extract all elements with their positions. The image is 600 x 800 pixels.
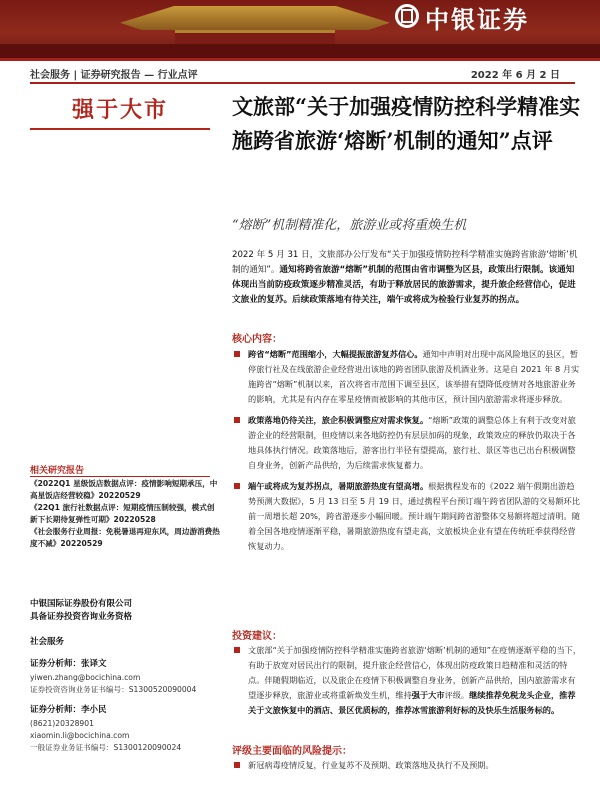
palace-roof-graphic bbox=[120, 6, 390, 30]
related-reports-list bbox=[30, 478, 220, 550]
analyst-email[interactable]: yiwen.zhang@bocichina.com bbox=[30, 673, 141, 682]
header-banner bbox=[0, 0, 600, 58]
item-text: “熔断”政策的调整总体上有利于改变对旅游企业的经营限制，但疫情以来各地防控仍有层层加码的现象，政策效应的释放仍取决于各地具体执行情况。政策落地后，游客出行半径有望提高，旅行社、景区等也已出台积极调整自身业务，创新产品供给，为后续需求恢复蓄力。 bbox=[248, 415, 576, 470]
sidebar-divider bbox=[30, 476, 210, 477]
invest-rating: 强于大市 bbox=[411, 690, 445, 700]
analyst-role: 证券分析师： bbox=[30, 659, 82, 669]
related-report-link[interactable]: 《2022Q1 星级饭店数据点评：疫情影响短期承压，中高星饭店经营较稳》20220529 bbox=[30, 479, 218, 500]
analyst-role: 证券分析师： bbox=[30, 705, 82, 715]
subheader-divider bbox=[30, 82, 575, 84]
boc-logo-icon bbox=[395, 4, 419, 28]
invest-text: 文旅部“关于加强疫情防控科学精准实施跨省旅游‘熔断’机制的通知”在疫情逐渐平稳的当下，有助于放宽对居民出行的限制，提升旅企经营信心，体现出防疫政策日趋精准和灵活的特点。伴随假期临近，以及旅企在疫情下积极调整自身业务，创新产品供给，国内旅游需求有望逐步释放，旅游业或将重新焕发生机，维持 bbox=[248, 645, 582, 700]
risk-heading: 评级主要面临的风险提示： bbox=[232, 746, 352, 757]
item-lead: 跨省“熔断”范围缩小，大幅提振旅游复苏信心。 bbox=[248, 349, 423, 359]
list-item bbox=[232, 643, 582, 718]
risk-list bbox=[232, 758, 582, 779]
analyst-email[interactable]: xiaomin.li@bocichina.com bbox=[30, 731, 130, 740]
page-title: 文旅部“关于加强疫情防控科学精准实施跨省旅游‘熔断’机制的通知”点评 bbox=[232, 94, 581, 153]
header-divider bbox=[0, 58, 600, 61]
page-subtitle: “熔断”机制精准化，旅游业或将重焕生机 bbox=[232, 218, 467, 233]
analyst-1 bbox=[30, 658, 107, 671]
risk-text: 新冠病毒疫情反复，行业复苏不及预期、政策落地及执行不及预期。 bbox=[248, 760, 494, 770]
list-item bbox=[232, 347, 582, 407]
license-text: 具备证券投资咨询业务资格 bbox=[30, 612, 133, 622]
analyst-name: 李小民 bbox=[81, 705, 107, 715]
item-lead: 端午或将成为复苏拐点，暑期旅游热度有望高增。 bbox=[248, 481, 429, 491]
analyst-phone: (8621)20328901 bbox=[30, 719, 94, 728]
core-list bbox=[232, 347, 582, 560]
invest-heading: 投资建议： bbox=[232, 631, 282, 642]
analyst-name: 张译文 bbox=[81, 659, 107, 669]
abstract-bold: 通知将跨省旅游“熔断”机制的范围由省市调整为区县，政策出行限制。该通知体现出当前防疫政策逐步精准灵活，有助于释放居民的旅游需求，提升旅企经营信心，促进文旅业的复苏。后续政策落地有待关注，端午或将成为检验行业复苏的拐点。 bbox=[232, 265, 576, 305]
list-item bbox=[232, 758, 582, 773]
report-date: 2022 年 6 月 2 日 bbox=[470, 70, 560, 81]
list-item bbox=[232, 413, 582, 473]
core-heading: 核心内容： bbox=[232, 334, 282, 345]
brand-name: 中银证券 bbox=[425, 6, 529, 34]
rating-badge: 强于大市 bbox=[30, 92, 210, 130]
analyst-cert: 一般证券业务证书编号：S1300120090024 bbox=[30, 743, 182, 752]
palace-wall-graphic bbox=[0, 44, 600, 58]
item-text: 通知中声明对出现中高风险地区的县区，暂停旅行社及在线旅游企业经营进出该地的跨省团队旅游及机酒业务。这是自 2021 年 8 月实施跨省“熔断”机制以来，首次将省市范围下调至县区，该举措有望降低疫情对各地旅游业务的影响，尤其是有内存在零星疫情而被影响的其他市区，预计国内旅游需求将逐步释放。 bbox=[248, 349, 580, 404]
analyst-2 bbox=[30, 704, 107, 717]
abstract-text: 2022 年 5 月 31 日，文旅部办公厅发布“关于加强疫情防控科学精准实施跨省旅游‘熔断’机制的通知”。 bbox=[232, 250, 578, 275]
invest-text2: 评级。 bbox=[444, 690, 470, 700]
item-text: 根据携程发布的《2022 端午假期出游趋势预测大数据》，5 月 13 日至 5 月 19 日，通过携程平台预订端午跨省团队游的交易额环比前一周增长超 20%，跨省游逐步小幅回暖。预计端午期间跨省游整体交易额将超过清明。随着全国各地疫情逐渐平稳，暑期旅游热度有望走高，文旅板块企业有望在传统旺季获得经营恢复动力。 bbox=[248, 481, 580, 551]
analyst-cert: 证券投资咨询业务证书编号：S1300520090004 bbox=[30, 685, 197, 694]
item-lead: 政策落地仍待关注，旅企积极调整应对需求恢复。 bbox=[248, 415, 429, 425]
related-report-link[interactable]: 《社会服务行业周报：免税暑退再迎东风，周边游消费热度不减》20220529 bbox=[30, 527, 220, 548]
abstract bbox=[232, 248, 582, 308]
breadcrumb: 社会服务 | 证券研究报告 — 行业点评 bbox=[30, 70, 198, 81]
company-name: 中银国际证券股份有限公司 bbox=[30, 599, 133, 609]
invest-list bbox=[232, 643, 582, 724]
related-report-link[interactable]: 《22Q1 旅行社数据点评：短期疫情压制较强，模式创新下长期待复弹性可期》20220528 bbox=[30, 503, 215, 524]
related-reports-title: 相关研究报告 bbox=[30, 466, 85, 476]
industry-label: 社会服务 bbox=[30, 637, 65, 647]
invest-recommendation: 继续推荐免税龙头企业，推荐关于文旅恢复中的酒店、景区优质标的，推荐冰雪旅游利好标的及快乐生活服务标的。 bbox=[248, 690, 576, 715]
list-item bbox=[232, 479, 582, 554]
